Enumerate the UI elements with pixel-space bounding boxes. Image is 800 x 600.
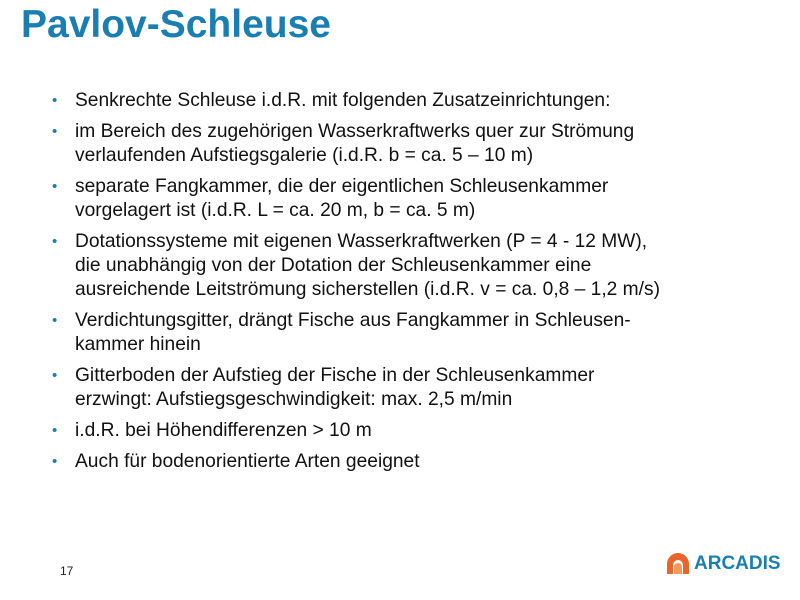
bullet-item (52, 309, 772, 357)
bullet-icon: • (52, 123, 58, 140)
bullet-text: Senkrechte Schleuse i.d.R. mit folgenden Zusatzeinrichtungen: (75, 90, 611, 111)
bullet-text: verlaufenden Aufstiegsgalerie (i.d.R. b = ca. 5 – 10 m) (75, 145, 534, 166)
bullet-text: Dotationssysteme mit eigenen Wasserkraftwerken (P = 4 - 12 MW), (75, 231, 648, 252)
bullet-text: im Bereich des zugehörigen Wasserkraftwerks quer zur Strömung (75, 121, 635, 142)
bullet-item (52, 364, 772, 412)
bullet-text: ausreichende Leitströmung sicherstellen (i.d.R. v = ca. 0,8 – 1,2 m/s) (75, 279, 660, 300)
bullet-text: Auch für bodenorientierte Arten geeignet (75, 451, 420, 472)
bullet-text: separate Fangkammer, die der eigentlichen Schleusenkammer (75, 176, 609, 197)
bullet-item (52, 450, 772, 474)
bullet-item (52, 89, 772, 113)
arcadis-logo-text: ARCADIS (694, 553, 781, 574)
arcadis-logo (665, 549, 781, 579)
bullet-icon: • (52, 312, 58, 329)
bullet-icon: • (52, 233, 58, 250)
bullet-text: Verdichtungsgitter, drängt Fische aus Fangkammer in Schleusen- (75, 310, 631, 331)
bullet-icon: • (52, 453, 58, 470)
bullet-item (52, 230, 772, 302)
bullet-item (52, 175, 772, 223)
arcadis-logo-icon (665, 553, 691, 575)
bullet-icon: • (52, 178, 58, 195)
bullet-item (52, 120, 772, 168)
bullet-text: vorgelagert ist (i.d.R. L = ca. 20 m, b = ca. 5 m) (75, 200, 476, 221)
bullet-text: die unabhängig von der Dotation der Schleusenkammer eine (75, 255, 592, 276)
bullet-icon: • (52, 367, 58, 384)
bullet-list (52, 89, 772, 481)
bullet-icon: • (52, 422, 58, 439)
bullet-item (52, 419, 772, 443)
slide-number: 17 (60, 564, 74, 578)
bullet-icon: • (52, 92, 58, 109)
bullet-text: Gitterboden der Aufstieg der Fische in der Schleusenkammer (75, 365, 595, 386)
bullet-text: i.d.R. bei Höhendifferenzen > 10 m (75, 420, 372, 441)
slide-title: Pavlov-Schleuse (21, 3, 331, 46)
bullet-text: kammer hinein (75, 334, 201, 355)
bullet-text: erzwingt: Aufstiegsgeschwindigkeit: max. 2,5 m/min (75, 389, 513, 410)
